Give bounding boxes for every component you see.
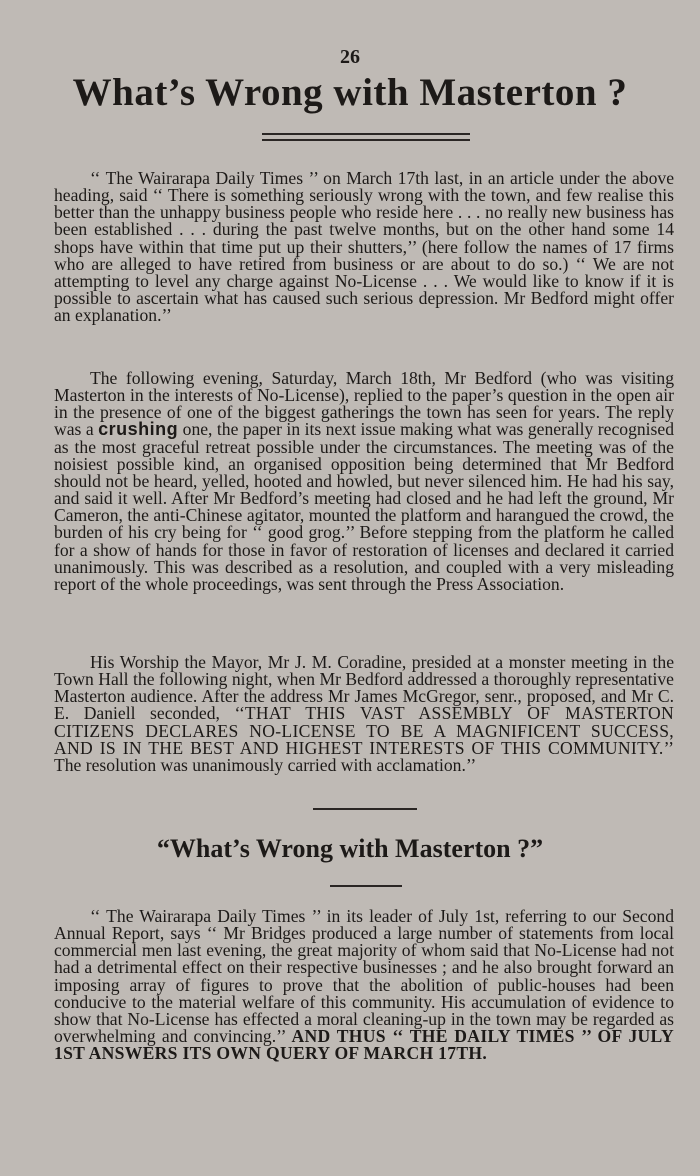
paragraph-2 xyxy=(54,370,674,593)
paragraph-2-text-a: The following evening, Saturday, March 18th, Mr Bedford (who was visiting Masterton in the interests of No-License), replied to the paper’s question in the open air in the presence of one of the biggest gatherings the town has seen for years. The reply was a xyxy=(54,368,674,440)
conclusion-caps: AND THUS ‘‘ THE DAILY TIMES ’’ OF JULY 1ST ANSWERS ITS OWN QUERY OF MARCH 17TH. xyxy=(54,1026,674,1064)
paragraph-4 xyxy=(54,908,674,1062)
paragraph-2-text-b: one, the paper in its next issue making what was generally recognised as the most graceful retreat possible under the circumstances. The meeting was of the noisiest possible kind, an organised opposition being determined that Mr Bedford should not be heard, yelled, hooted and howled, but never silenced him. He had his say, and said it well. After Mr Bedford’s meeting had closed and he had left the ground, Mr Cameron, the anti-Chinese agitator, mounted the platform and harangued the crowd, the burden of his cry being for ‘‘ good grog.’’ Before stepping from the platform he called for a show of hands for those in favor of restoration of licenses and declared it carried unanimously. This was described as a resolution, and coupled with a very misleading report of the whole proceedings, was sent through the Press Association. xyxy=(54,419,675,594)
paragraph-3-text-b: ’’ The resolution was unanimously carried with acclamation.’’ xyxy=(54,737,674,775)
paragraph-1 xyxy=(54,170,674,324)
title-double-rule xyxy=(262,133,470,145)
paragraph-3-text-a: His Worship the Mayor, Mr J. M. Coradine, presided at a monster meeting in the Town Hall the following night, when Mr Bedford addressed a thoroughly representative Masterton audience. After the address Mr James McGregor, senr., proposed, and Mr C. E. Daniell seconded, ‘‘ xyxy=(54,652,674,724)
paragraph-1-text: ‘‘ The Wairarapa Daily Times ’’ on March 17th last, in an article under the above heading, said ‘‘ There is something seriously wrong with the town, and few realise this better than the unhappy business people who reside here . . . no really new business has been established . . . during the past twelve months, but on the other hand some 14 shops have within that time put up their shutters,’’ (here follow the names of 17 firms who are alleged to have retired from business or are about to do so.) ‘‘ We are not attempting to level any charge against No-License . . . We would like to know if it is possible to ascertain what has caused such serious depression. Mr Bedford might offer an explanation.’’ xyxy=(54,168,674,326)
page-number: 26 xyxy=(340,46,360,68)
paragraph-4-text: ‘‘ The Wairarapa Daily Times ’’ in its leader of July 1st, referring to our Second Annual Report, says ‘‘ Mr Bridges produced a large number of statements from local commercial men last evening, the great majority of whom said that No-License had not had a detrimental effect on their respective businesses ; and he also brought forward an imposing array of figures to prove that the abolition of public-houses had been conducive to the material welfare of this community. His accumulation of evidence to show that No-License has effected a moral cleaning-up in the town may be regarded as overwhelming and convincing.’’ xyxy=(54,906,674,1047)
section-title-rule xyxy=(330,885,402,887)
page-title: What’s Wrong with Masterton ? xyxy=(72,71,628,114)
section-title: “What’s Wrong with Masterton ?” xyxy=(156,834,544,863)
paragraph-3 xyxy=(54,654,674,774)
resolution-caps: THAT THIS VAST ASSEMBLY OF MASTERTON CITIZENS DECLARES NO-LICENSE TO BE A MAGNIFICENT SUCCESS, AND IS IN THE BEST AND HIGHEST INTERESTS OF THIS COMMUNITY. xyxy=(54,703,674,758)
section-divider xyxy=(313,808,417,810)
crushing-emphasis: crushing xyxy=(98,419,179,440)
